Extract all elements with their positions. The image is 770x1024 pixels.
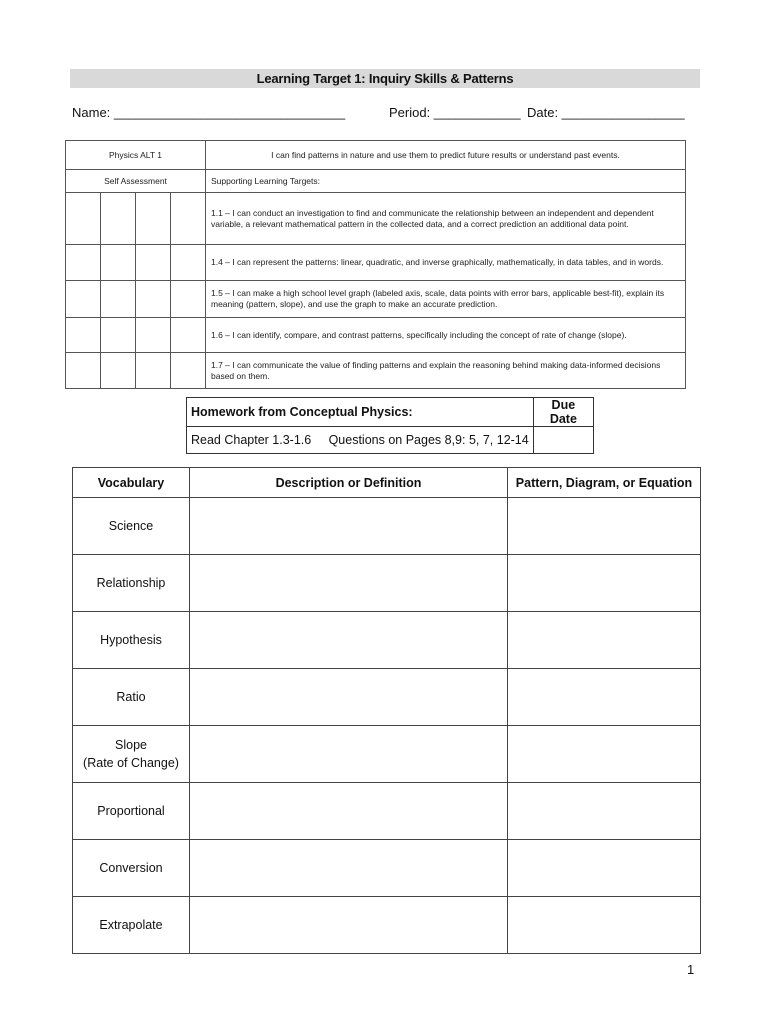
date-field[interactable]: Date: _________________ [527, 105, 685, 120]
definition-cell[interactable] [190, 840, 508, 897]
self-assessment-box[interactable] [66, 318, 101, 353]
vocab-term: Relationship [73, 555, 190, 612]
self-assessment-box[interactable] [136, 318, 171, 353]
definition-cell[interactable] [190, 669, 508, 726]
alt-label: Physics ALT 1 [66, 141, 206, 170]
pattern-header: Pattern, Diagram, or Equation [508, 468, 701, 498]
self-assessment-box[interactable] [136, 353, 171, 389]
self-assessment-box[interactable] [66, 281, 101, 318]
alt-statement: I can find patterns in nature and use them to predict future results or understand past events. [206, 141, 686, 170]
self-assessment-box[interactable] [101, 353, 136, 389]
self-assessment-box[interactable] [171, 281, 206, 318]
period-field[interactable]: Period: ____________ [389, 105, 521, 120]
pattern-cell[interactable] [508, 783, 701, 840]
self-assessment-box[interactable] [101, 281, 136, 318]
definition-cell[interactable] [190, 897, 508, 954]
target-1-4: 1.4 – I can represent the patterns: linear, quadratic, and inverse graphically, mathematically, in data tables, and in words. [206, 245, 686, 281]
vocab-term: Ratio [73, 669, 190, 726]
pattern-cell[interactable] [508, 612, 701, 669]
self-assessment-box[interactable] [101, 245, 136, 281]
vocab-term: Hypothesis [73, 612, 190, 669]
self-assessment-box[interactable] [136, 193, 171, 245]
definition-cell[interactable] [190, 498, 508, 555]
target-1-5: 1.5 – I can make a high school level graph (labeled axis, scale, data points with error bars, applicable best-fit), explain its meaning (pattern, slope), and use the graph to make an accurate prediction. [206, 281, 686, 318]
self-assessment-box[interactable] [171, 318, 206, 353]
student-info-row [72, 105, 702, 125]
definition-cell[interactable] [190, 726, 508, 783]
vocab-term: Science [73, 498, 190, 555]
pattern-cell[interactable] [508, 555, 701, 612]
supporting-targets-label: Supporting Learning Targets: [206, 170, 686, 193]
learning-target-table [65, 140, 686, 389]
homework-table [186, 397, 594, 454]
pattern-cell[interactable] [508, 897, 701, 954]
pattern-cell[interactable] [508, 498, 701, 555]
vocab-term: Slope (Rate of Change) [73, 726, 190, 783]
page-title: Learning Target 1: Inquiry Skills & Patterns [70, 69, 700, 88]
pattern-cell[interactable] [508, 669, 701, 726]
self-assessment-box[interactable] [136, 245, 171, 281]
due-date-header: Due Date [533, 398, 593, 427]
definition-header: Description or Definition [190, 468, 508, 498]
self-assessment-box[interactable] [101, 318, 136, 353]
vocab-term: Extrapolate [73, 897, 190, 954]
self-assessment-box[interactable] [171, 245, 206, 281]
self-assessment-box[interactable] [66, 193, 101, 245]
pattern-cell[interactable] [508, 840, 701, 897]
name-field[interactable]: Name: ________________________________ [72, 105, 346, 120]
page-number: 1 [687, 962, 695, 977]
target-1-1: 1.1 – I can conduct an investigation to find and communicate the relationship between an independent and dependent variable, a relevant mathematical pattern in the collected data, and a correct prediction an additional data point. [206, 193, 686, 245]
homework-assignment: Read Chapter 1.3-1.6 Questions on Pages 8,9: 5, 7, 12-14 [187, 427, 534, 454]
pattern-cell[interactable] [508, 726, 701, 783]
self-assessment-box[interactable] [171, 193, 206, 245]
self-assessment-box[interactable] [171, 353, 206, 389]
vocab-term: Proportional [73, 783, 190, 840]
self-assessment-box[interactable] [101, 193, 136, 245]
definition-cell[interactable] [190, 612, 508, 669]
self-assessment-box[interactable] [66, 353, 101, 389]
definition-cell[interactable] [190, 555, 508, 612]
self-assessment-box[interactable] [136, 281, 171, 318]
vocab-term: Conversion [73, 840, 190, 897]
vocab-header: Vocabulary [73, 468, 190, 498]
target-1-6: 1.6 – I can identify, compare, and contrast patterns, specifically including the concept of rate of change (slope). [206, 318, 686, 353]
self-assessment-box[interactable] [66, 245, 101, 281]
vocabulary-table [72, 467, 701, 954]
definition-cell[interactable] [190, 783, 508, 840]
homework-header: Homework from Conceptual Physics: [187, 398, 534, 427]
target-1-7: 1.7 – I can communicate the value of finding patterns and explain the reasoning behind making data-informed decisions based on them. [206, 353, 686, 389]
due-date-cell[interactable] [533, 427, 593, 454]
self-assessment-label: Self Assessment [66, 170, 206, 193]
